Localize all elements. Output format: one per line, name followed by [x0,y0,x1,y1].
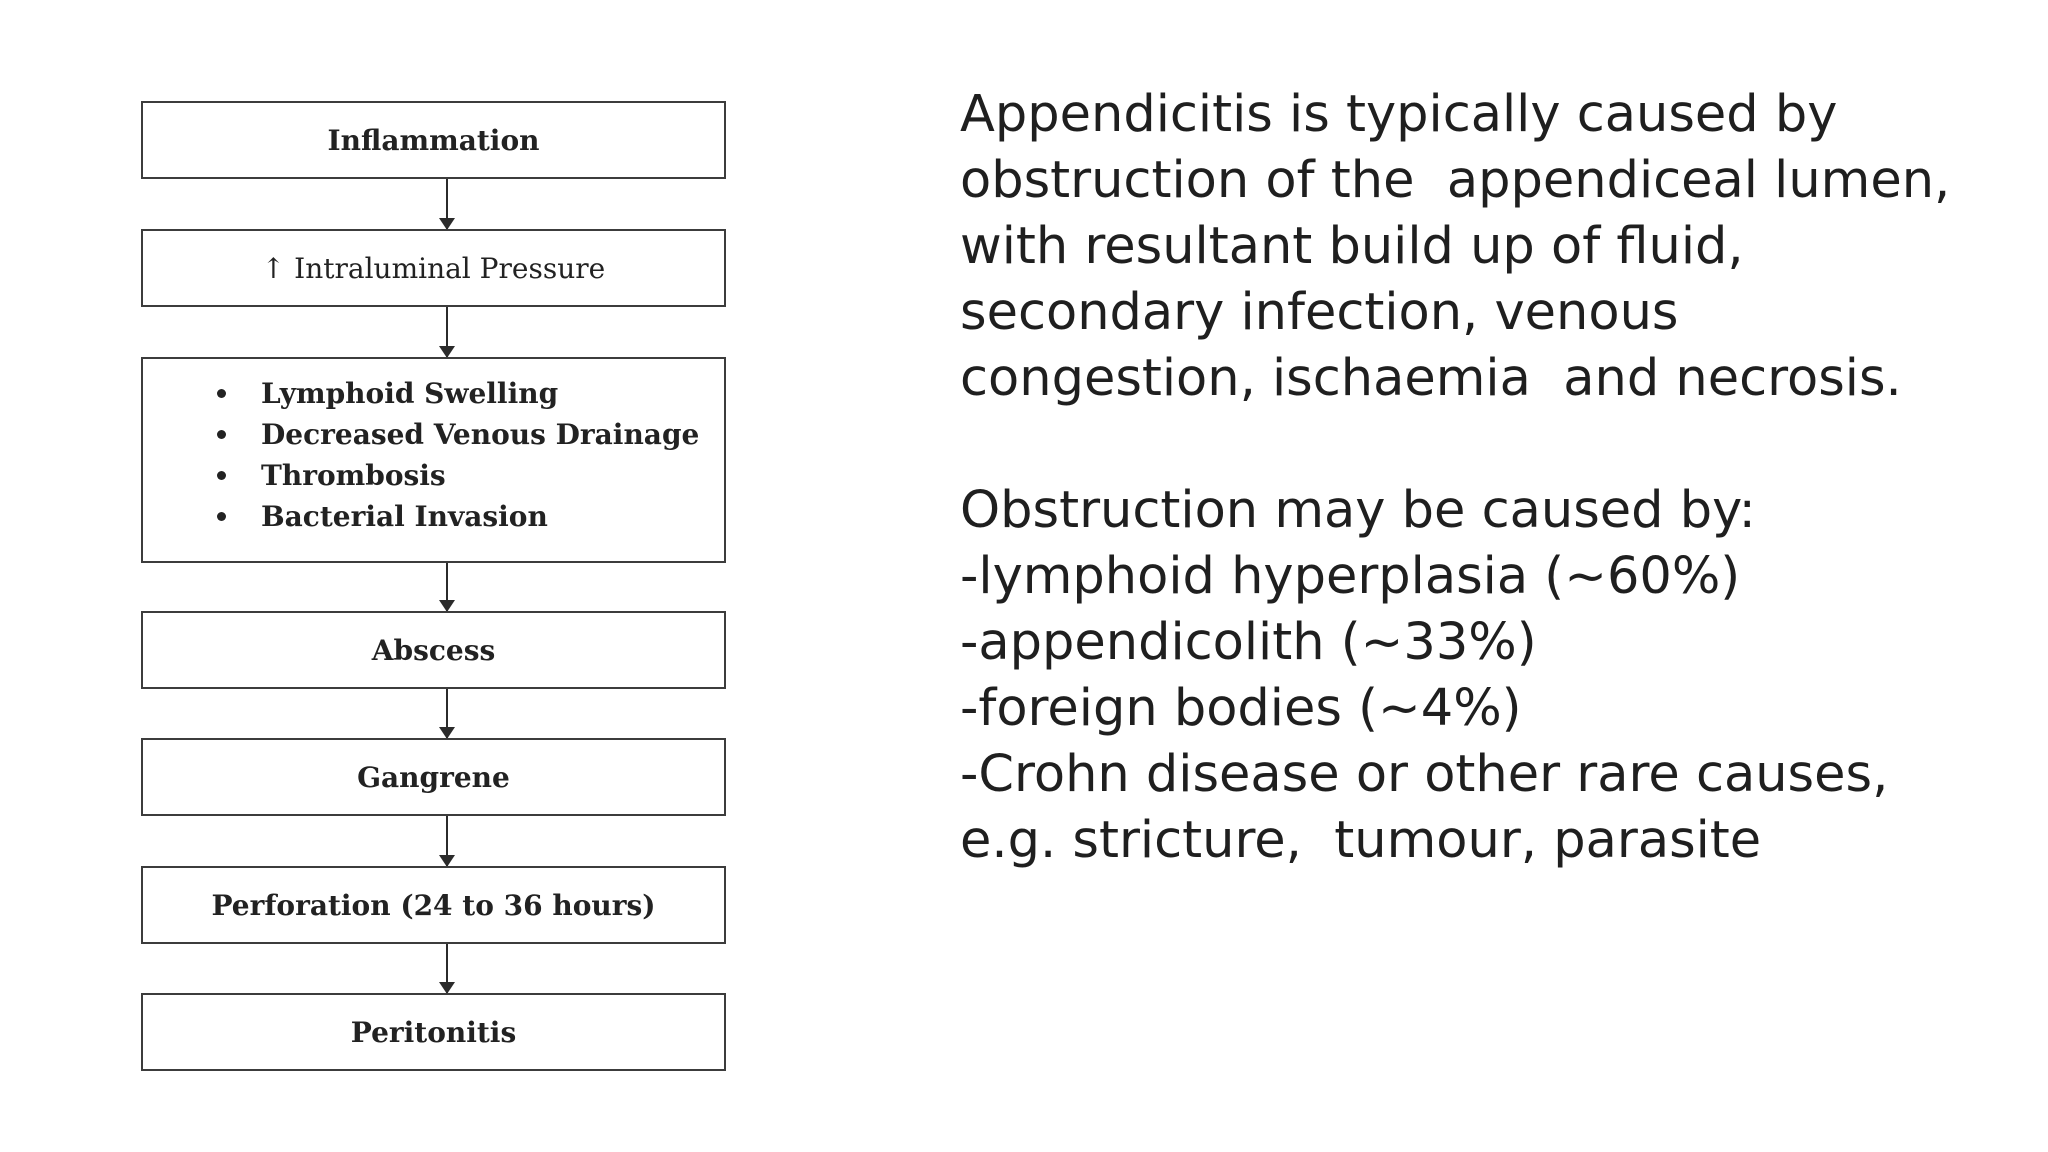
arrow-down [446,307,448,357]
step-perforation [141,866,726,944]
text-line: congestion, ischaemia and necrosis. [960,349,1902,408]
arrow-down [446,179,448,229]
step-mechanisms-list [141,357,726,563]
step-peritonitis [141,993,726,1071]
text-line: obstruction of the appendiceal lumen, [960,151,1951,210]
list-item: Thrombosis [213,455,724,496]
text-line: -lymphoid hyperplasia (~60%) [960,547,1741,606]
arrow-down [446,689,448,738]
step-intraluminal-pressure [141,229,726,307]
text-line: -foreign bodies (~4%) [960,679,1522,738]
step-label: Inflammation [327,123,540,157]
arrow-down [446,563,448,611]
step-label: ↑ Intraluminal Pressure [261,251,606,285]
step-abscess [141,611,726,689]
description-text [960,82,2000,874]
step-label: Perforation (24 to 36 hours) [211,888,656,922]
list-item: Lymphoid Swelling [213,373,724,414]
arrow-down [446,944,448,993]
paragraph-gap [960,412,2000,478]
step-inflammation [141,101,726,179]
step-label: Gangrene [357,760,510,794]
text-line: -appendicolith (~33%) [960,613,1537,672]
text-line: -Crohn disease or other rare causes, [960,745,1889,804]
text-line: e.g. stricture, tumour, parasite [960,811,1762,870]
list-item: Decreased Venous Drainage [213,414,724,455]
text-line: Obstruction may be caused by: [960,481,1756,540]
arrow-down [446,816,448,866]
text-line: with resultant build up of fluid, [960,217,1744,276]
list-item: Bacterial Invasion [213,496,724,537]
step-label: Peritonitis [350,1015,517,1049]
text-line: Appendicitis is typically caused by [960,85,1838,144]
text-line: secondary infection, venous [960,283,1679,342]
step-gangrene [141,738,726,816]
step-label: Abscess [371,633,496,667]
